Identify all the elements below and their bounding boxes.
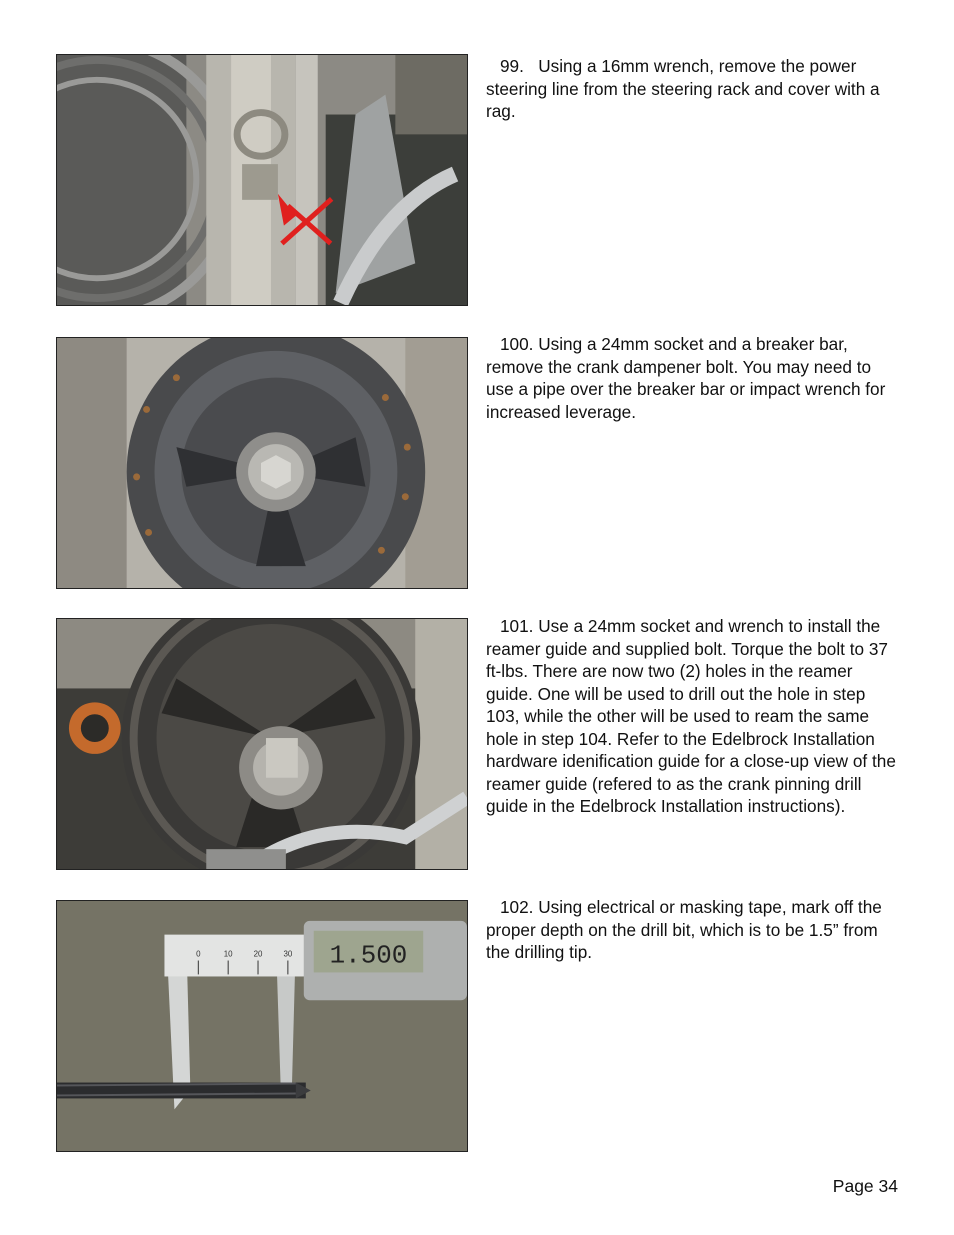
- digital-caliper-photo: [57, 901, 467, 1151]
- step-99-text: [486, 55, 898, 123]
- step-body: Using a 16mm wrench, remove the power steering line from the steering rack and cover with a rag.: [486, 56, 880, 121]
- caliper-display-reading: 1.500: [329, 940, 408, 971]
- power-steering-line-photo: [57, 55, 467, 305]
- step-number: 99.: [500, 56, 524, 76]
- step-100-photo: [56, 337, 468, 589]
- reamer-guide-photo: [57, 619, 467, 869]
- step-number: 102.: [500, 897, 534, 917]
- caliper-scale-label: 20: [253, 949, 263, 959]
- step-101-text: [486, 615, 898, 818]
- step-101-photo: [56, 618, 468, 870]
- step-99-photo: [56, 54, 468, 306]
- step-body: Using electrical or masking tape, mark off the proper depth on the drill bit, which is to be 1.5” from the drilling tip.: [486, 897, 882, 962]
- step-100-text: [486, 333, 898, 423]
- page-number: Page 34: [832, 1176, 898, 1196]
- step-body: Use a 24mm socket and wrench to install the reamer guide and supplied bolt. Torque the bolt to 37 ft-lbs. There are now two (2) holes in the reamer guide. One will be used to drill out the hole in step 103, while the other will be used to ream the same hole in step 104. Refer to the Edelbrock Installation hardware idenification guide for a close-up view of the reamer guide (refered to as the crank pinning drill guide in the Edelbrock Installation instructions).: [486, 616, 896, 816]
- caliper-scale-label: 0: [196, 949, 201, 959]
- step-number: 101.: [500, 616, 534, 636]
- caliper-scale-label: 10: [223, 949, 233, 959]
- caliper-scale-label: 30: [283, 949, 293, 959]
- step-number: 100.: [500, 334, 534, 354]
- crank-dampener-photo: [57, 338, 467, 588]
- step-body: Using a 24mm socket and a breaker bar, remove the crank dampener bolt. You may need to use a pipe over the breaker bar or impact wrench for increased leverage.: [486, 334, 886, 422]
- step-102-photo: [56, 900, 468, 1152]
- step-102-text: [486, 896, 898, 964]
